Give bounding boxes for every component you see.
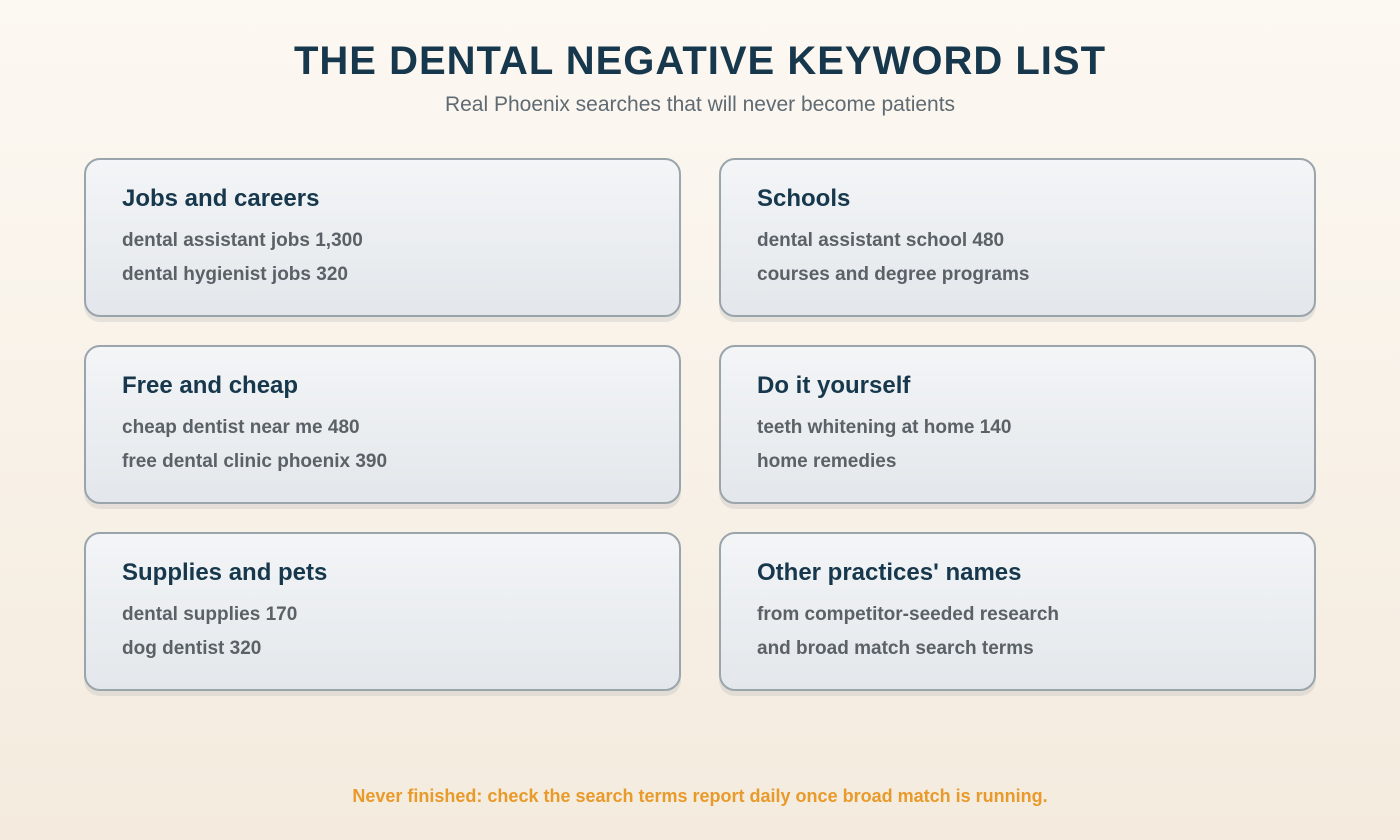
keyword-line: dog dentist 320 — [122, 638, 262, 659]
page-title: THE DENTAL NEGATIVE KEYWORD LIST — [293, 39, 1107, 83]
card-title: Schools — [757, 185, 851, 212]
keyword-line: cheap dentist near me 480 — [122, 417, 360, 438]
category-card-supplies-pets — [84, 532, 681, 691]
card-title: Other practices' names — [757, 559, 1022, 586]
page-subtitle: Real Phoenix searches that will never become patients — [444, 93, 956, 116]
keyword-line: dental assistant jobs 1,300 — [122, 230, 363, 251]
category-card-jobs — [84, 158, 681, 317]
keyword-line: dental assistant school 480 — [757, 230, 1005, 251]
category-grid — [84, 158, 1316, 691]
category-card-other-practices — [719, 532, 1316, 691]
footer-note: Never finished: check the search terms report daily once broad match is running. — [352, 786, 1048, 806]
card-title: Jobs and careers — [122, 185, 320, 212]
card-title: Supplies and pets — [122, 559, 328, 586]
keyword-line: teeth whitening at home 140 — [757, 417, 1012, 438]
keyword-line: dental supplies 170 — [122, 604, 298, 625]
category-card-free-cheap — [84, 345, 681, 504]
keyword-line: from competitor-seeded research — [757, 604, 1059, 625]
category-card-diy — [719, 345, 1316, 504]
keyword-line: courses and degree programs — [757, 264, 1030, 285]
keyword-line: home remedies — [757, 451, 897, 472]
card-title: Do it yourself — [757, 372, 911, 399]
keyword-line: free dental clinic phoenix 390 — [122, 451, 388, 472]
keyword-line: dental hygienist jobs 320 — [122, 264, 348, 285]
category-card-schools — [719, 158, 1316, 317]
keyword-line: and broad match search terms — [757, 638, 1034, 659]
card-title: Free and cheap — [122, 372, 299, 399]
